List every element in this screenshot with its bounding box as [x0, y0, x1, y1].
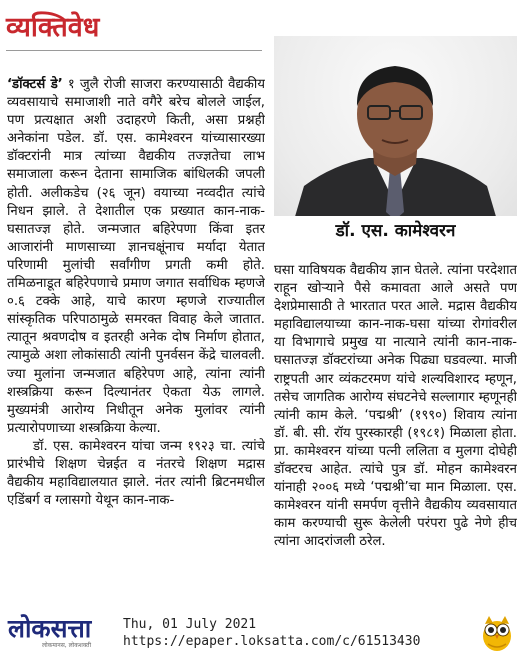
article-lead-label: ‘डॉक्टर्स डे’ [7, 77, 63, 92]
article-paragraph-3: घसा याविषयक वैद्यकीय ज्ञान घेतले. त्यांना परदेशात राहून खोऱ्याने पैसे कमावता आले असते पण देशप्रेमासाठी ते भारतात परत आले. मद्रास वैद्यकीय महाविद्यालयाच्या कान-नाक-घसा यांच्या रोगांवरील या विभागाचे प्रमुख या नात्याने त्यांनी कान-नाक-घसातज्ज्ञ डॉक्टरांच्या अनेक पिढ्या घडवल्या. माजी राष्ट्रपती आर व्यंकटरमण यांचे शल्यविशारद म्हणून, तसेच जागतिक आरोग्य संघटनेचे सल्लागार म्हणूनही त्यांनी काम केले. ‘पद्मश्री’ (१९९०) शिवाय त्यांना डॉ. बी. सी. रॉय पुरस्कारही (१९८१) मिळाला होता. प्रा. कामेश्वरन यांच्या पत्नी ललिता व मुलगा दोघेही डॉक्टरच आहेत. त्यांचे पुत्र डॉ. मोहन कामेश्वरन यांनाही २००६ मध्ये ‘पद्मश्री’चा मान मिळाला. एस. कामेश्वरन यांनी समर्पण वृत्तीने वैद्यकीय व्यवसायात काम करण्याची सुरू केलेली परंपरा पुढे नेणे हीच त्यांना आदरांजली ठरेल. [274, 263, 517, 550]
logo-tagline: लोकमानस, लोकशक्ती [42, 642, 92, 649]
title-divider [6, 50, 262, 51]
loksatta-logo[interactable] [8, 614, 112, 649]
article-paragraph-2: डॉ. एस. कामेश्वरन यांचा जन्म १९२३ चा. त्यांचे प्रारंभीचे शिक्षण चेन्नईत व नंतरचे शिक्षण मद्रास वैद्यकीय महाविद्यालयात झाले. नंतर त्यांनी ब्रिटनमधील एडिंबर्ग व ग्लासगो येथून कान-नाक- [7, 438, 265, 509]
portrait-photo [274, 36, 517, 220]
epaper-url[interactable]: https://epaper.loksatta.com/c/61513430 [123, 634, 421, 649]
photo-caption: डॉ. एस. कामेश्वरन [335, 221, 456, 241]
section-header [6, 10, 266, 52]
publication-date: Thu, 01 July 2021 [123, 617, 257, 632]
footer-bar [0, 608, 521, 655]
owl-icon [480, 614, 514, 652]
article-column-left [7, 76, 265, 596]
article-paragraph-1-text: १ जुलै रोजी साजरा करण्यासाठी वैद्यकीय व्यवसायाचे समाजाशी नाते वगैरे बरेच बोलले जाईल, पण प्रत्यक्षात अशी उदाहरणे किती, असा प्रश्नही अनेकांना पडेल. डॉ. एस. कामेश्वरन यांच्यासारख्या डॉक्टरांनी मात्र त्यांच्या वैद्यकीय तज्ज्ञतेचा लाभ समाजाला करून देताना सामाजिक बांधिलकी जपली होती. अलीकडेच (२६ जून) वयाच्या नव्वदीत त्यांचे निधन झाले. ते देशातील एक प्रख्यात कान-नाक-घसातज्ज्ञ होते. जन्मजात बहिरेपणा किंवा इतर आजारांनी माणसाच्या ज्ञानचक्षूंनाच मर्यादा येतात परिणामी मुलांची सर्वांगीण प्रगती कमी होते. तमिळनाडूत बहिरेपणाचे प्रमाण जगात सर्वाधिक म्हणजे ०.६ टक्के आहे, याचे कारण म्हणजे राज्यातील सांस्कृतिक परिपाठामुळे समरक्त विवाह केले जातात. त्यातून श्रवणदोष व इतरही अनेक दोष निर्माण होतात, त्यामुळे अशा लोकांसाठी त्यांनी पुनर्वसन केंद्रे चालवली. ज्या मुलांना जन्मजात बहिरेपण आहे, त्यांना त्यांनी शस्त्रक्रिया करून दिल्यानंतर ऐकता येऊ लागले. मुख्यमंत्री आरोग्य निधीतून अनेक मुलांवर त्यांनी प्रत्यारोपणाच्या शस्त्रक्रिया केल्या. [7, 77, 265, 436]
portrait-illustration [274, 36, 517, 220]
section-title: व्यक्तिवेध [6, 12, 100, 43]
article-column-right [274, 262, 517, 602]
article-paragraph-1 [7, 76, 265, 438]
logo-text: लोकसत्ता [8, 614, 92, 643]
